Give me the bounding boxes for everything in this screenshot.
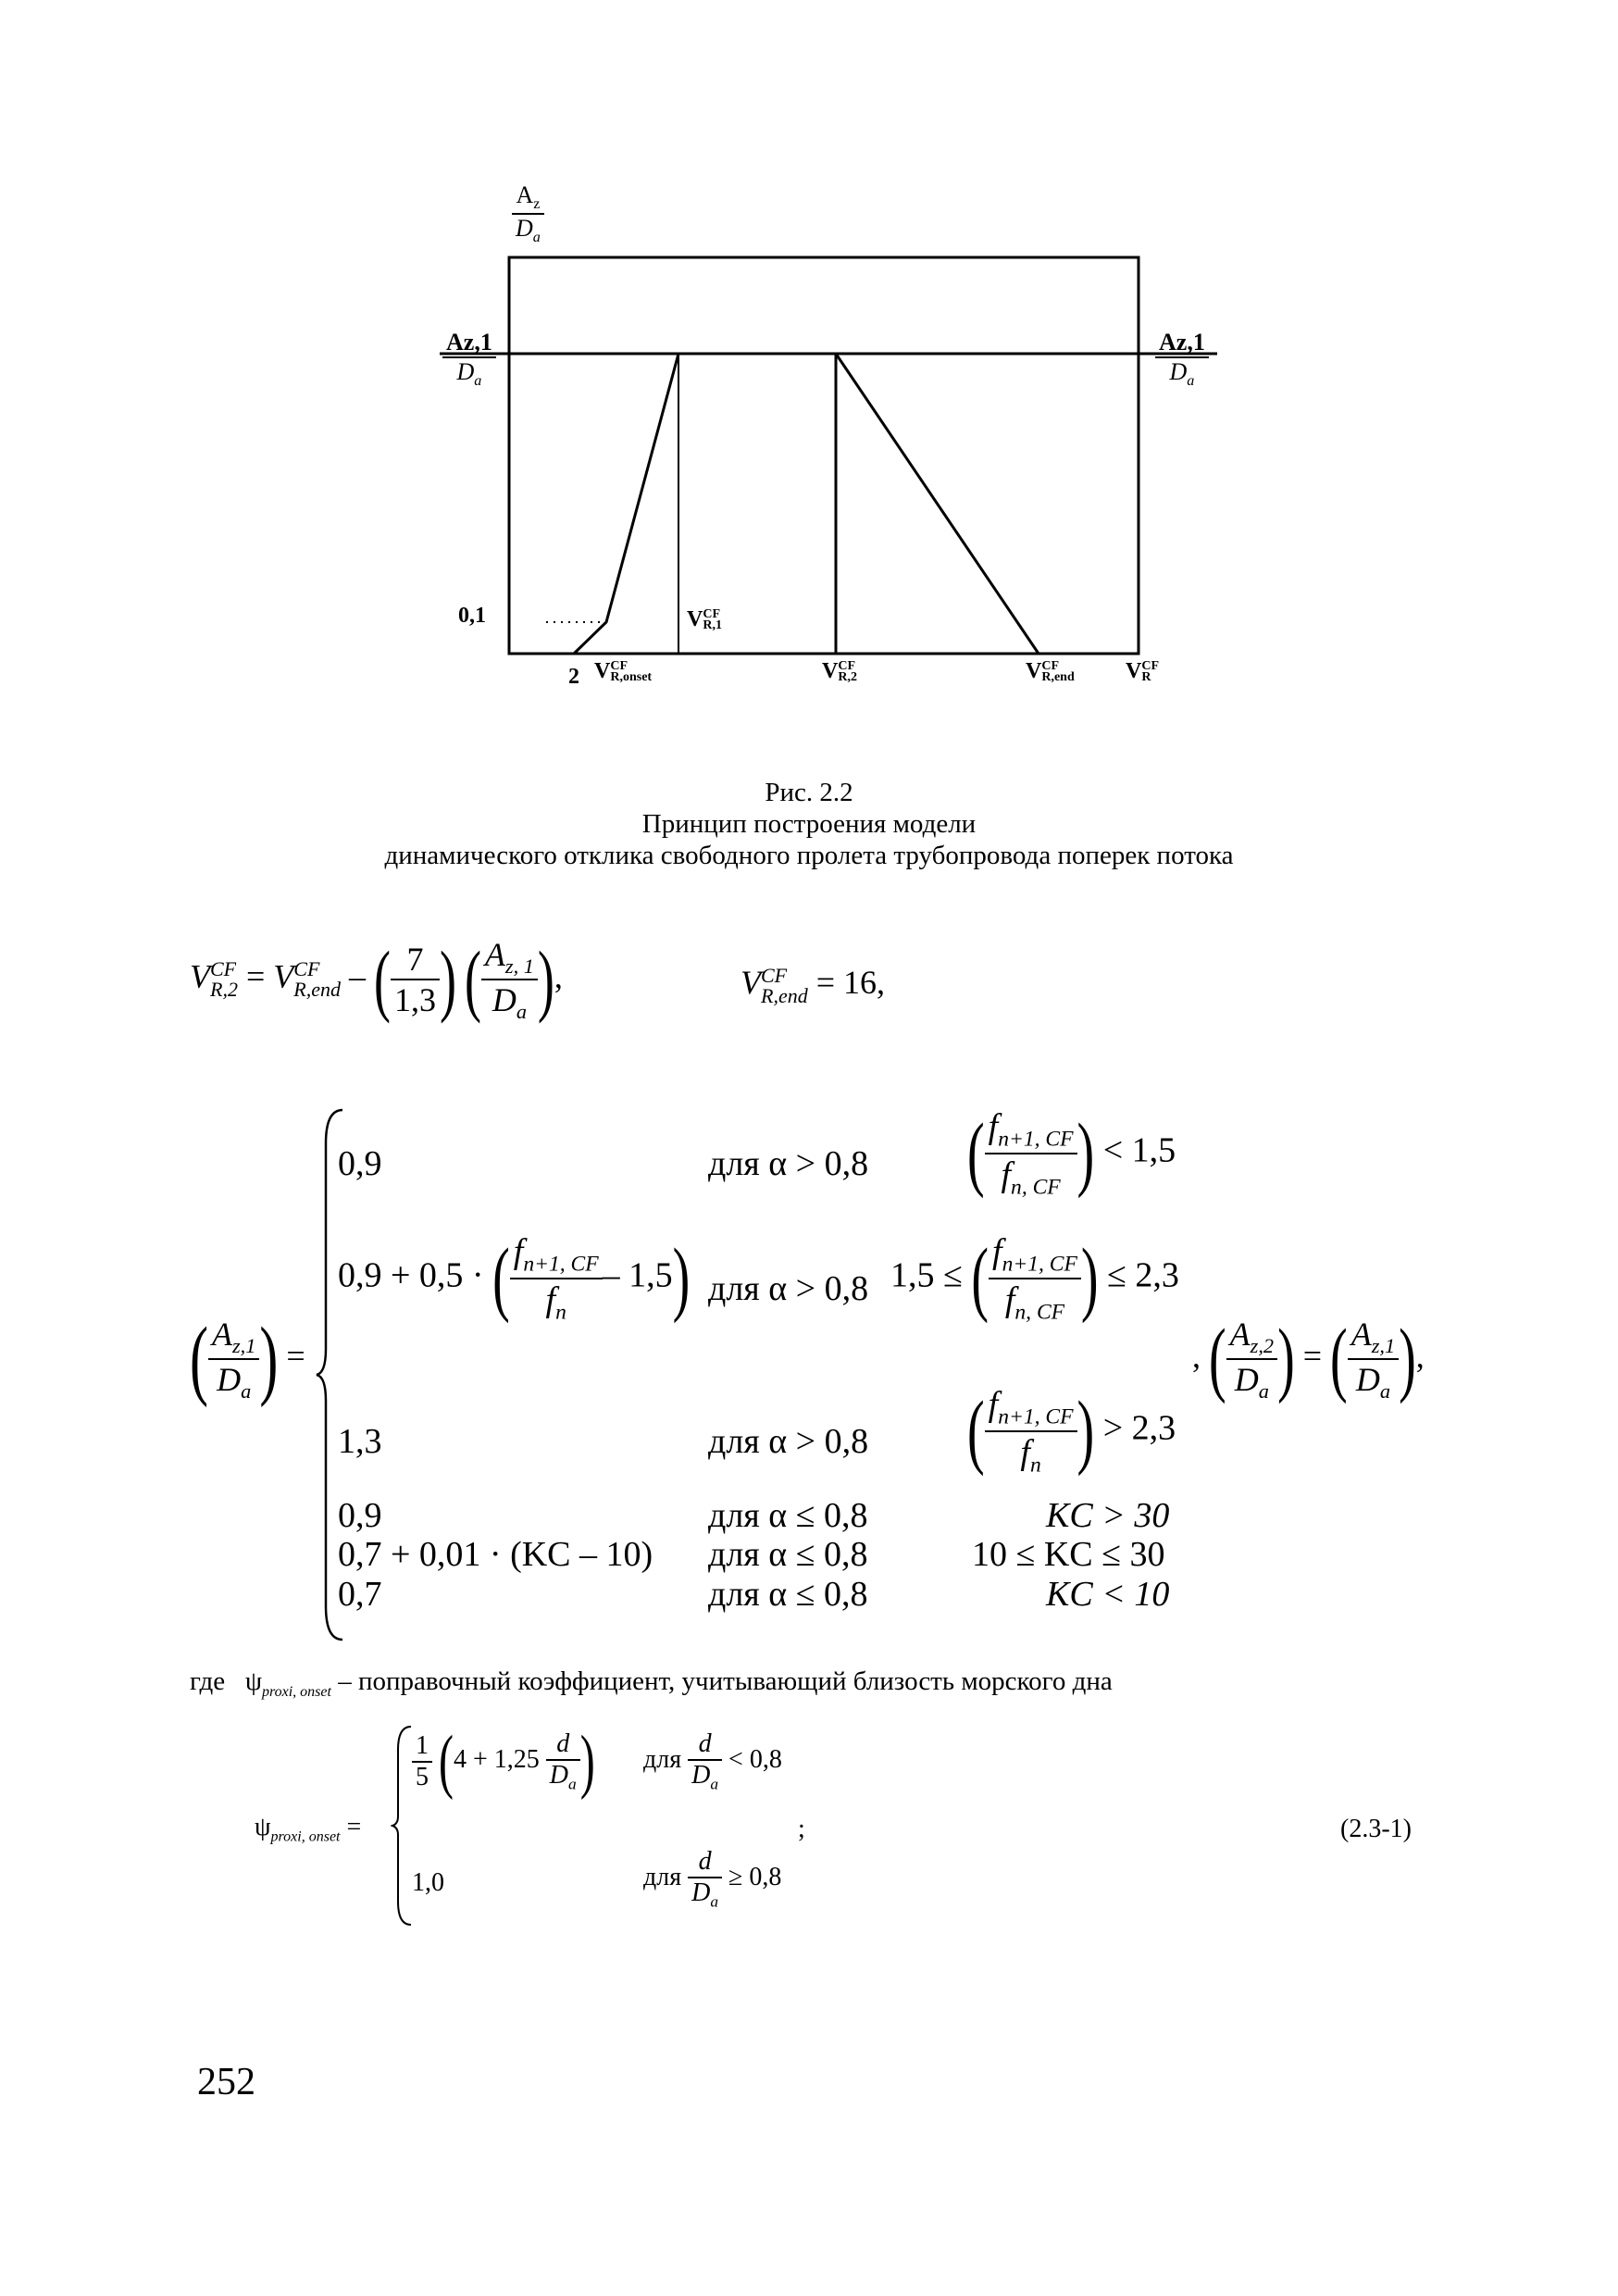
psi-equation-number: (2.3-1): [1340, 1815, 1412, 1843]
side-comma: ,: [1192, 1337, 1201, 1375]
eq1-v-sup: CF: [293, 957, 320, 981]
psi-lhs: [255, 1813, 361, 1846]
v-r2-sub: R,2: [838, 670, 857, 685]
eq1-lhs-sub: R,2: [210, 978, 238, 1002]
system-row-4: 0,9: [338, 1496, 382, 1535]
row2-den: f: [1004, 1279, 1015, 1319]
equation-vend: [741, 963, 885, 1006]
system-row-6-cond: для α ≤ 0,8: [708, 1575, 868, 1614]
row2-value-num-sub: n+1, CF: [523, 1252, 599, 1277]
eq1-rhs-val: = 16,: [815, 964, 886, 1001]
side-a: A: [1229, 1316, 1251, 1353]
eq1-rhs-v: V: [741, 964, 761, 1001]
eq1-frac-num: 7: [391, 940, 440, 980]
eq1-eq: =: [245, 957, 266, 995]
eq1-lhs: V: [190, 957, 210, 995]
level-label-left: [442, 329, 496, 390]
row2-left: 1,5 ≤: [890, 1255, 963, 1295]
sys-lhs-d-sub: a: [241, 1379, 252, 1404]
level-label-left-d-sub: a: [474, 373, 482, 390]
figure-2-2: [0, 0, 1618, 741]
psi-row1-inner: 4 + 1,25: [453, 1745, 540, 1775]
eq1-d-sub: a: [516, 1000, 527, 1024]
page-number: 252: [197, 2061, 255, 2103]
psi-row2-D-sub: a: [710, 1892, 719, 1911]
row2-value-den: f: [545, 1279, 556, 1319]
caption-line1: Принцип построения модели: [641, 809, 977, 839]
row2-value-a: 0,9 + 0,5 ·: [338, 1255, 484, 1295]
row1-num-sub: n+1, CF: [998, 1127, 1074, 1152]
row3-num: f: [988, 1385, 999, 1424]
row3-num-sub: n+1, CF: [998, 1404, 1074, 1429]
system-row-4-cond: для α ≤ 0,8: [708, 1496, 868, 1535]
eq1-minus: –: [348, 957, 366, 995]
label-v-r1: [687, 607, 722, 632]
psi-eq: =: [346, 1813, 362, 1841]
row1-value: 0,9: [338, 1144, 382, 1183]
row1-rel: < 1,5: [1102, 1130, 1176, 1170]
where-word: где: [190, 1666, 226, 1696]
psi-row-2: 1,0: [412, 1868, 444, 1897]
row2-value-num: f: [513, 1232, 524, 1271]
eq1-v: V: [273, 957, 294, 995]
psi-row1-den: 5: [416, 1762, 429, 1791]
row1-den: f: [1001, 1154, 1012, 1194]
row2-value-den-sub: n: [555, 1300, 566, 1325]
v-end-sup: CF: [1041, 658, 1060, 673]
system-row-4-kc: KC > 30: [1046, 1496, 1170, 1535]
psi-row2-d: d: [688, 1847, 722, 1878]
v-end: V: [1026, 659, 1042, 683]
side-end: ,: [1415, 1337, 1425, 1375]
eq1-frac-den: 1,3: [393, 981, 436, 1019]
v-r1-sup: CF: [703, 606, 721, 621]
side-d2: D: [1355, 1361, 1380, 1399]
onset-ramp: [574, 354, 678, 654]
label-v-onset: [594, 659, 652, 684]
level-label-right-num: Az,1: [1155, 329, 1209, 358]
row2-den-sub: n, CF: [1014, 1300, 1065, 1325]
eq1-comma: ,: [554, 957, 563, 995]
level-label-left-num: Az,1: [442, 329, 496, 358]
row3-den: f: [1020, 1432, 1030, 1472]
system-row-5-kc: 10 ≤ KC ≤ 30: [972, 1535, 1165, 1574]
system-row-6: 0,7: [338, 1575, 382, 1614]
system-row-3-cond: для α > 0,8: [708, 1422, 869, 1461]
system-row-2: 0,9 + 0,5 · ( $\frac{f_{n+1, CF}}{f_n}$ – 1,5): [338, 1231, 691, 1325]
y-label-d-sub: a: [532, 230, 541, 246]
side-d-sub: a: [1258, 1379, 1269, 1404]
side-a2-sub: z,1: [1371, 1334, 1396, 1358]
psi-symbol: ψ: [255, 1813, 271, 1841]
eq1-lhs-sup: CF: [210, 957, 237, 981]
psi-row2-rel: ≥ 0,8: [728, 1863, 782, 1892]
row2-num: f: [992, 1232, 1002, 1271]
eq1-rhs-sup: CF: [761, 963, 788, 987]
v-r1-sub: R,1: [703, 618, 722, 633]
v-r2: V: [822, 659, 839, 683]
sys-lhs-d: D: [217, 1361, 242, 1399]
psi-row1-cond-D: D: [691, 1761, 711, 1790]
system-lhs: ( $\frac{A_{z,1}}{D_a}$ ) =: [190, 1309, 305, 1408]
v-onset-sup: CF: [610, 658, 629, 673]
y-label-d: D: [516, 215, 533, 243]
v-r: V: [1126, 659, 1142, 683]
label-v-r2: [822, 659, 857, 684]
sys-lhs-eq: =: [286, 1337, 305, 1375]
row3-den-sub: n: [1029, 1453, 1041, 1478]
v-end-sub: R,end: [1041, 670, 1075, 685]
tick-01: 0,1: [458, 604, 486, 628]
system-row-5-cond: для α ≤ 0,8: [708, 1535, 868, 1574]
decay-ramp: [836, 354, 1039, 654]
eq1-d: D: [492, 981, 517, 1019]
side-a2: A: [1350, 1316, 1372, 1353]
psi-row2-cond: для: [643, 1863, 682, 1892]
level-label-right-d: D: [1169, 358, 1188, 385]
where-psi-sub: proxi, onset: [261, 1683, 331, 1700]
side-eq: =: [1302, 1337, 1323, 1375]
eq1-v-sub: R,end: [293, 978, 341, 1002]
response-model-diagram: [0, 0, 1618, 741]
eq1-a: A: [484, 936, 505, 973]
psi-row2-D: D: [691, 1878, 711, 1907]
side-d: D: [1234, 1361, 1259, 1399]
psi-row-1: $\frac{1}{5}$ (4 + 1,25 $\frac{d}{D_a}$ ): [412, 1729, 595, 1794]
where-line: [190, 1666, 1113, 1701]
row3-rel: > 2,3: [1102, 1408, 1176, 1448]
system-row-6-kc: KC < 10: [1046, 1575, 1170, 1614]
system-row-3-ratio: ( $\frac{f_{n+1, CF}}{f_n}$ ) > 2,3: [967, 1384, 1176, 1478]
label-v-end: [1026, 659, 1075, 684]
row3-value: 1,3: [338, 1422, 382, 1461]
v-onset-sub: R,onset: [610, 670, 653, 685]
sys-lhs-a: A: [211, 1316, 232, 1353]
plot-frame: [509, 257, 1139, 654]
sys-lhs-a-sub: z,1: [231, 1334, 256, 1358]
psi-row1-cond-d: d: [688, 1729, 722, 1761]
psi-row1-cond-D-sub: a: [710, 1775, 719, 1793]
v-r1: V: [687, 607, 703, 631]
psi-row-1-cond: [643, 1729, 782, 1794]
where-text: – поправочный коэффициент, учитывающий близость морского дна: [338, 1666, 1113, 1696]
psi-row1-cond: для: [643, 1745, 682, 1775]
system-row-5: 0,7 + 0,01 · (KC – 10): [338, 1535, 653, 1574]
where-psi: ψ: [244, 1666, 262, 1696]
caption-line2: динамического отклика свободного пролета трубопровода поперек потока: [384, 841, 1234, 870]
level-label-right: [1155, 329, 1209, 390]
row1-den-sub: n, CF: [1011, 1175, 1061, 1200]
side-d2-sub: a: [1379, 1379, 1390, 1404]
v-onset: V: [594, 659, 611, 683]
eq1-rhs-sub: R,end: [761, 983, 808, 1007]
system-row-2-ratio: 1,5 ≤ ( $\frac{f_{n+1, CF}}{f_{n, CF}}$ ) ≤ 2,3: [890, 1231, 1179, 1325]
y-axis-label: [512, 181, 544, 246]
psi-row1-D: D: [549, 1761, 569, 1790]
v-r-sub: R: [1141, 670, 1151, 685]
tick-2: 2: [568, 665, 579, 689]
equation-vr2: V CF R,2 = V CF R,end – ( $\frac{7}{1,3}$ ) ( $\frac{A_{z, 1}}{D_a}$ ),: [190, 935, 563, 1025]
y-label-a: A: [516, 181, 534, 208]
level-label-left-d: D: [456, 358, 475, 385]
row1-num: f: [988, 1107, 999, 1146]
caption-number: Рис. 2.2: [765, 778, 853, 807]
psi-row1-num: 1: [412, 1731, 432, 1763]
row2-num-sub: n+1, CF: [1002, 1252, 1077, 1277]
psi-row1-rel: < 0,8: [728, 1745, 782, 1775]
psi-row-2-cond: [643, 1847, 781, 1912]
system-row-1-ratio: ( $\frac{f_{n+1, CF}}{f_{n, CF}}$ ) < 1,5: [967, 1106, 1176, 1200]
v-r-sup: CF: [1141, 658, 1160, 673]
psi-row1-d: d: [546, 1729, 580, 1761]
system-row-1: [338, 1143, 382, 1184]
row2-value-b: – 1,5: [602, 1255, 673, 1295]
level-label-right-d-sub: a: [1187, 373, 1195, 390]
row2-rel: ≤ 2,3: [1107, 1255, 1179, 1295]
v-r2-sup: CF: [838, 658, 856, 673]
psi-symbol-sub: proxi, onset: [270, 1828, 341, 1845]
side-a-sub: z,2: [1250, 1334, 1275, 1358]
system-row-1-cond: для α > 0,8: [708, 1144, 869, 1183]
label-v-r: [1126, 659, 1159, 684]
system-side-relation: , ( $\frac{A_{z,2}}{D_a}$ ) = ( $\frac{A_{z,1}}{D_a}$ ),: [1192, 1313, 1425, 1405]
system-row-3: [338, 1421, 382, 1462]
psi-row1-D-sub: a: [568, 1775, 577, 1793]
system-row-2-cond: для α > 0,8: [708, 1269, 869, 1308]
eq1-a-sub: z, 1: [504, 955, 534, 979]
psi-semicolon: ;: [798, 1815, 805, 1843]
y-label-a-sub: z: [533, 196, 541, 213]
